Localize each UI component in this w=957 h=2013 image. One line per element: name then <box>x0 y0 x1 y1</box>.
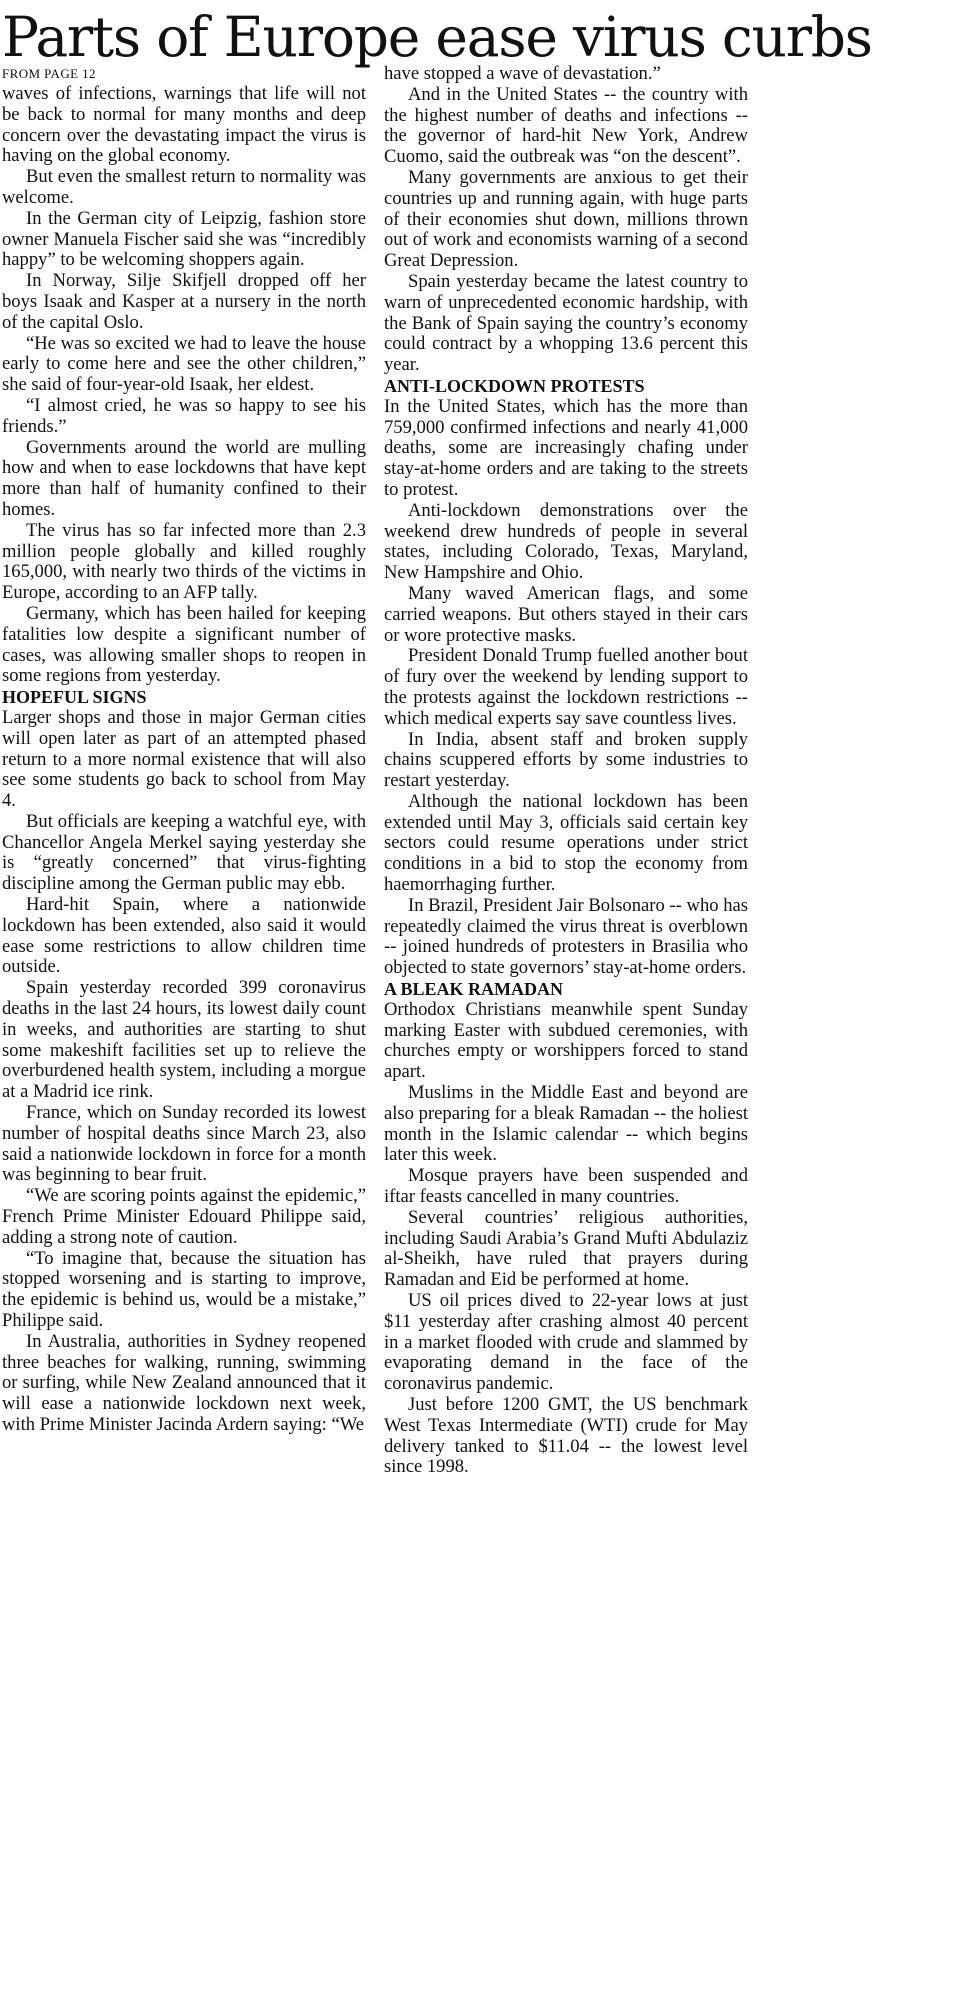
article-paragraph: In Australia, authorities in Sydney reopened three beaches for walking, running, swimming or surfing, while New Zealand announced that it will ease a nationwide lockdown next week, with Prime Minister Jacinda Ardern saying: “We <box>2 1330 366 1435</box>
article-paragraph: Germany, which has been hailed for keeping fatalities low despite a significant number of cases, was allowing smaller shops to reopen in some regions from yesterday. <box>2 602 366 687</box>
article-paragraph: Although the national lockdown has been extended until May 3, officials said certain key sectors could resume operations under strict conditions in a bid to stop the economy from haemorrhaging further. <box>384 790 748 896</box>
article-paragraph: Muslims in the Middle East and beyond are also preparing for a bleak Ramadan -- the holiest month in the Islamic calendar -- which begins later this week. <box>384 1082 748 1166</box>
article-paragraph: Many governments are anxious to get their countries up and running again, with huge parts of their economies shut down, millions thrown out of work and economists warning of a second Great Depression. <box>384 166 748 272</box>
section-subheading: HOPEFUL SIGNS <box>2 687 147 708</box>
article-paragraph: US oil prices dived to 22-year lows at just $11 yesterday after crashing almost 40 percent in a market flooded with crude and slammed by evaporating demand in the face of the coronavirus pandemic. <box>384 1290 748 1395</box>
article-paragraph: Many waved American flags, and some carried weapons. But others stayed in their cars or wore protective masks. <box>384 582 748 646</box>
article-paragraph: In Brazil, President Jair Bolsonaro -- who has repeatedly claimed the virus threat is overblown -- joined hundreds of protesters in Brasilia who objected to state governors’ stay-at-home orders. <box>384 894 748 979</box>
section-subheading: ANTI-LOCKDOWN PROTESTS <box>384 375 645 396</box>
section-subheading: A BLEAK RAMADAN <box>384 979 564 1000</box>
article-paragraph: Hard-hit Spain, where a nationwide lockdown has been extended, also said it would ease some restrictions to allow children time outside. <box>2 894 366 978</box>
headline: Parts of Europe ease virus curbs <box>2 5 872 69</box>
article-paragraph: Anti-lockdown demonstrations over the weekend drew hundreds of people in several states, including Colorado, Texas, Maryland, New Hampshire and Ohio. <box>384 499 748 584</box>
article-paragraph: “I almost cried, he was so happy to see his friends.” <box>2 394 366 437</box>
right-column-body <box>384 64 748 1478</box>
article-paragraph: Just before 1200 GMT, the US benchmark West Texas Intermediate (WTI) crude for May delivery tanked to $11.04 -- the lowest level since 1998. <box>384 1394 748 1478</box>
continued-from-label: FROM PAGE 12 <box>2 66 96 81</box>
left-column-body <box>2 84 366 1436</box>
article-paragraph: Governments around the world are mulling how and when to ease lockdowns that have kept more than half of humanity confined to their homes. <box>2 436 366 520</box>
article-paragraph: President Donald Trump fuelled another bout of fury over the weekend by lending support to the protests against the lockdown restrictions -- which medical experts say save countless lives. <box>384 645 748 729</box>
article-paragraph: But officials are keeping a watchful eye, with Chancellor Angela Merkel saying yesterday she is “greatly concerned” that virus-fighting discipline among the German public may ebb. <box>2 810 366 895</box>
article-paragraph: “To imagine that, because the situation has stopped worsening and is starting to improve, the epidemic is behind us, would be a mistake,” Philippe said. <box>2 1247 366 1332</box>
article-paragraph: And in the United States -- the country with the highest number of deaths and infections -- the governor of hard-hit New York, Andrew Cuomo, said the outbreak was “on the descent”. <box>384 83 748 168</box>
article-paragraph: Mosque prayers have been suspended and iftar feasts cancelled in many countries. <box>384 1165 748 1208</box>
article-paragraph: have stopped a wave of devastation.” <box>384 63 661 84</box>
article-paragraph: France, which on Sunday recorded its lowest number of hospital deaths since March 23, also said a nationwide lockdown in force for a month was beginning to bear fruit. <box>2 1102 366 1186</box>
article-paragraph: The virus has so far infected more than 2.3 million people globally and killed roughly 165,000, with nearly two thirds of the victims in Europe, according to an AFP tally. <box>2 519 366 604</box>
article-paragraph: Spain yesterday became the latest country to warn of unprecedented economic hardship, with the Bank of Spain saying the country’s economy could contract by a whopping 13.6 percent this year. <box>384 270 748 376</box>
article-paragraph: Larger shops and those in major German cities will open later as part of an attempted phased return to a more normal existence that will also see some students go back to school from May 4. <box>2 706 366 812</box>
article-column-left <box>2 64 366 1436</box>
article-paragraph: Orthodox Christians meanwhile spent Sunday marking Easter with subdued ceremonies, with churches empty or worshippers forced to stand apart. <box>384 998 748 1083</box>
article-paragraph: In the German city of Leipzig, fashion store owner Manuela Fischer said she was “incredibly happy” to be welcoming shoppers again. <box>2 207 366 271</box>
article-paragraph: But even the smallest return to normality was welcome. <box>2 166 366 208</box>
article-paragraph: “He was so excited we had to leave the house early to come here and see the other children,” she said of four-year-old Isaak, her eldest. <box>2 332 366 396</box>
article-paragraph: waves of infections, warnings that life will not be back to normal for many months and deep concern over the devastating impact the virus is having on the global economy. <box>2 83 366 167</box>
article-paragraph: “We are scoring points against the epidemic,” French Prime Minister Edouard Philippe said, adding a strong note of caution. <box>2 1185 366 1248</box>
article-paragraph: Spain yesterday recorded 399 coronavirus deaths in the last 24 hours, its lowest daily count in weeks, and authorities are starting to shut some makeshift facilities set up to relieve the overburdened health system, including a morgue at a Madrid ice rink. <box>2 977 366 1103</box>
article-column-right <box>384 64 748 1478</box>
article-paragraph: In Norway, Silje Skifjell dropped off her boys Isaak and Kasper at a nursery in the north of the capital Oslo. <box>2 270 366 333</box>
article-paragraph: In India, absent staff and broken supply chains scuppered efforts by some industries to restart yesterday. <box>384 728 748 792</box>
article-paragraph: Several countries’ religious authorities, including Saudi Arabia’s Grand Mufti Abdulaziz al-Sheikh, have ruled that prayers during Ramadan and Eid be performed at home. <box>384 1206 748 1291</box>
article-paragraph: In the United States, which has the more than 759,000 confirmed infections and nearly 41,000 deaths, some are increasingly chafing under stay-at-home orders and are taking to the streets to protest. <box>384 395 748 500</box>
